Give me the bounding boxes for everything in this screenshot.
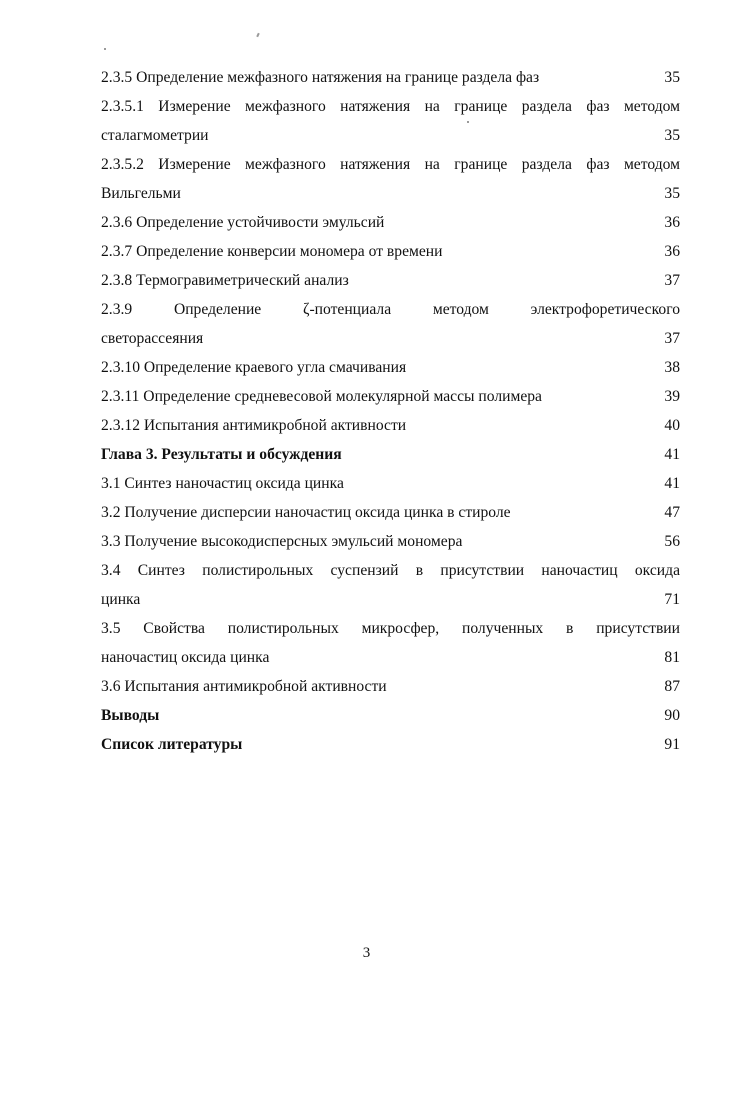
toc-entry[interactable] [101,150,680,208]
toc-entry-title: 3.1 Синтез наночастиц оксида цинка [101,475,344,492]
toc-entry-page: 40 [664,417,680,434]
toc-entry-title-line2: светорассеяния [101,330,204,347]
toc-entry-title: 3.2 Получение дисперсии наночастиц оксида цинка в стироле [101,504,511,521]
toc-chapter-heading[interactable] [101,440,680,469]
toc-entry-page: 81 [664,649,680,666]
toc-entry-page: 90 [664,707,680,724]
toc-entry-page: 37 [664,330,680,347]
toc-entry[interactable] [101,208,680,237]
toc-entry-title-line1: 3.4 Синтез полистирольных суспензий в присутствии наночастиц оксида [101,562,680,579]
toc-entry-title-line2: сталагмометрии [101,127,209,144]
toc-entry-page: 35 [664,185,680,202]
toc-entry[interactable] [101,266,680,295]
toc-entry-title-line1: 3.5 Свойства полистирольных микросфер, полученных в присутствии [101,620,680,637]
toc-entry[interactable] [101,498,680,527]
toc-entry-title-line2: наночастиц оксида цинка [101,649,270,666]
toc-entry[interactable] [101,63,680,92]
toc-entry-title: 2.3.8 Термогравиметрический анализ [101,272,349,289]
toc-entry[interactable] [101,614,680,672]
toc-entry-title: 2.3.5 Определение межфазного натяжения на границе раздела фаз [101,69,540,86]
toc-entry-title: Глава 3. Результаты и обсуждения [101,446,342,463]
toc-entry-title: 3.3 Получение высокодисперсных эмульсий мономера [101,533,463,550]
toc-entry-page: 38 [664,359,680,376]
toc-entry-title: 2.3.11 Определение средневесовой молекулярной массы полимера [101,388,542,405]
toc-entry-title: Список литературы [101,736,243,753]
toc-entry-page: 35 [664,127,680,144]
toc-entry-title: 2.3.12 Испытания антимикробной активности [101,417,407,434]
toc-references-heading[interactable] [101,730,680,759]
toc-entry-title-line2: цинка [101,591,141,608]
toc-entry[interactable] [101,672,680,701]
toc-entry[interactable] [101,295,680,353]
toc-entry-title: 3.6 Испытания антимикробной активности [101,678,387,695]
toc-conclusions-heading[interactable] [101,701,680,730]
toc-entry-page: 36 [664,243,680,260]
toc-entry[interactable] [101,382,680,411]
toc-entry[interactable] [101,556,680,614]
toc-entry-title-line1: 2.3.5.2 Измерение межфазного натяжения на границе раздела фаз методом [101,156,680,173]
toc-entry-title: 2.3.6 Определение устойчивости эмульсий [101,214,385,231]
toc-entry-page: 37 [664,272,680,289]
toc-entry-page: 56 [664,533,680,550]
toc-entry[interactable] [101,527,680,556]
page-number: 3 [362,945,371,961]
scan-speck [104,48,106,50]
toc-entry-page: 39 [664,388,680,405]
toc-entry[interactable] [101,237,680,266]
toc-entry-page: 36 [664,214,680,231]
toc-entry-title-line1: 2.3.9 Определение ζ-потенциала методом электрофоретического [101,301,680,318]
toc-entry-title: Выводы [101,707,160,724]
toc-entry-title-line1: 2.3.5.1 Измерение межфазного натяжения на границе раздела фаз методом [101,98,680,115]
toc-entry[interactable] [101,353,680,382]
scan-speck [256,33,260,37]
toc-entry-title: 2.3.10 Определение краевого угла смачивания [101,359,407,376]
toc-entry-page: 87 [664,678,680,695]
toc-entry-page: 71 [664,591,680,608]
toc-entry-title: 2.3.7 Определение конверсии мономера от времени [101,243,443,260]
toc-entry-page: 41 [664,475,680,492]
toc-entry-page: 41 [664,446,680,463]
toc-entry[interactable] [101,469,680,498]
toc-entry[interactable] [101,411,680,440]
toc-entry-page: 35 [664,69,680,86]
toc-entry-title-line2: Вильгельми [101,185,181,202]
toc-entry[interactable] [101,92,680,150]
table-of-contents [101,63,680,759]
toc-entry-page: 47 [664,504,680,521]
toc-entry-page: 91 [664,736,680,753]
